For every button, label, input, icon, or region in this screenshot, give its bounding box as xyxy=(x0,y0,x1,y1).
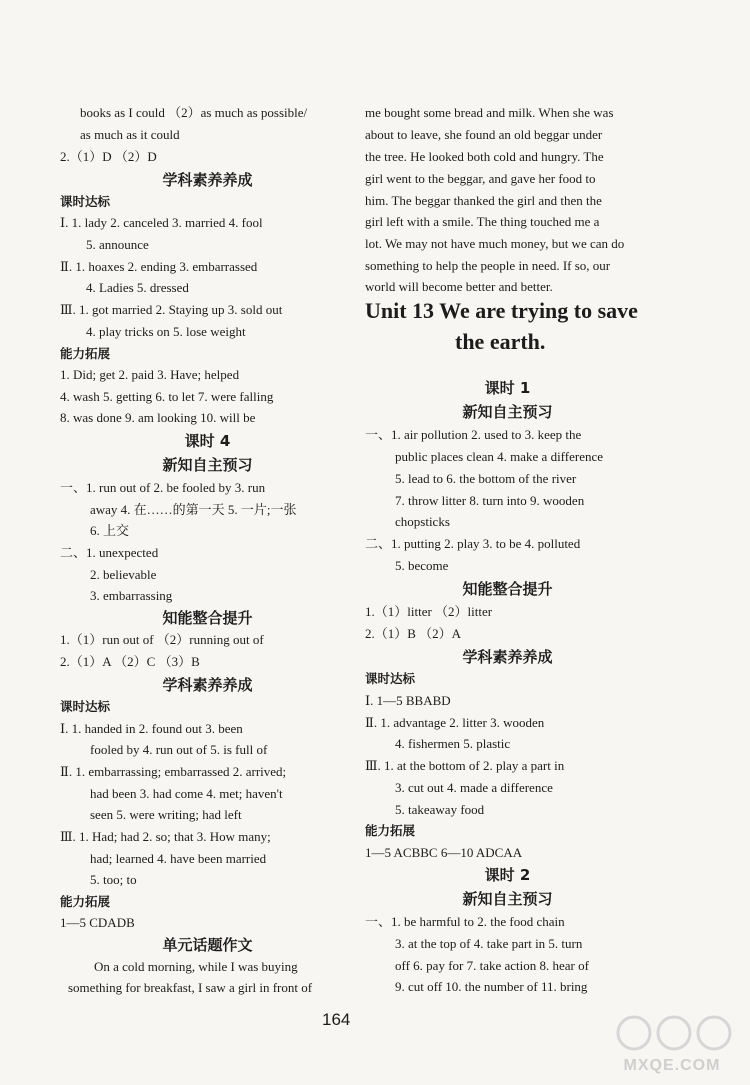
answer-line: 一、1. run out of 2. be fooled by 3. run xyxy=(60,480,266,495)
answer-line: had been 3. had come 4. met; haven't xyxy=(90,786,283,801)
answer-line: Ⅱ. 1. hoaxes 2. ending 3. embarrassed xyxy=(60,259,258,274)
answer-line: 5. become xyxy=(395,558,449,573)
answer-line: 2.（1）A （2）C （3）B xyxy=(60,654,200,669)
section-heading: 学科素养养成 xyxy=(162,676,253,694)
answer-line: public places clean 4. make a difference xyxy=(395,449,604,464)
watermark-text: MXQE.COM xyxy=(623,1057,721,1074)
subsection-label: 能力拓展 xyxy=(60,894,111,909)
answer-line: 1. Did; get 2. paid 3. Have; helped xyxy=(60,367,240,382)
essay-line: lot. We may not have much money, but we can do xyxy=(365,236,625,251)
answer-line: 1—5 ACBBC 6—10 ADCAA xyxy=(365,845,523,860)
essay-line: something for breakfast, I saw a girl in front of xyxy=(68,980,313,995)
essay-line: me bought some bread and milk. When she was xyxy=(365,105,614,120)
section-heading: 学科素养养成 xyxy=(462,648,553,666)
answer-line: 一、1. air pollution 2. used to 3. keep the xyxy=(365,427,582,442)
answer-line: 2.（1）D （2）D xyxy=(60,149,157,164)
answer-line: 1—5 CDADB xyxy=(60,915,135,930)
subsection-label: 能力拓展 xyxy=(365,823,416,838)
answer-line: Ⅱ. 1. embarrassing; embarrassed 2. arrived; xyxy=(60,764,287,779)
answer-line: 4. fishermen 5. plastic xyxy=(395,736,511,751)
answer-line: 5. lead to 6. the bottom of the river xyxy=(395,471,577,486)
section-heading: 新知自主预习 xyxy=(162,456,253,474)
answer-line: 8. was done 9. am looking 10. will be xyxy=(60,410,256,425)
answer-line: Ⅰ. 1. handed in 2. found out 3. been xyxy=(60,721,243,736)
section-heading: 新知自主预习 xyxy=(462,890,553,908)
answer-line: 6. 上交 xyxy=(90,523,130,538)
answer-line: Ⅰ. 1—5 BBABD xyxy=(365,693,451,708)
answer-line: 5. too; to xyxy=(90,872,137,887)
answer-line: 4. wash 5. getting 6. to let 7. were falling xyxy=(60,389,274,404)
essay-line: girl went to the beggar, and gave her food to xyxy=(365,171,596,186)
essay-line: about to leave, she found an old beggar under xyxy=(365,127,603,142)
answer-line: Ⅱ. 1. advantage 2. litter 3. wooden xyxy=(365,715,545,730)
answer-line: 2. believable xyxy=(90,567,157,582)
essay-line: the tree. He looked both cold and hungry. The xyxy=(365,149,604,164)
section-heading: 知能整合提升 xyxy=(162,609,253,627)
essay-line: something to help the people in need. If so, our xyxy=(365,258,611,273)
essay-line: girl left with a smile. The thing touched me a xyxy=(365,214,600,229)
answer-line: 5. takeaway food xyxy=(395,802,485,817)
section-heading: 新知自主预习 xyxy=(462,403,553,421)
answer-line: Ⅰ. 1. lady 2. canceled 3. married 4. fool xyxy=(60,215,263,230)
answer-line: 5. announce xyxy=(86,237,149,252)
answer-line: 二、1. putting 2. play 3. to be 4. polluted xyxy=(365,536,581,551)
subsection-label: 课时达标 xyxy=(60,194,111,209)
answer-line: Ⅲ. 1. at the bottom of 2. play a part in xyxy=(365,758,565,773)
answer-line: books as I could （2）as much as possible/ xyxy=(80,105,308,120)
lesson-heading: 课时 4 xyxy=(184,432,231,450)
section-heading: 学科素养养成 xyxy=(162,171,253,189)
answer-line: 一、1. be harmful to 2. the food chain xyxy=(365,914,565,929)
essay-line: him. The beggar thanked the girl and then the xyxy=(365,193,602,208)
answer-line: 4. play tricks on 5. lose weight xyxy=(86,324,246,339)
answer-line: 3. cut out 4. made a difference xyxy=(395,780,553,795)
subsection-label: 能力拓展 xyxy=(60,346,111,361)
answer-line: 3. at the top of 4. take part in 5. turn xyxy=(395,936,583,951)
answer-line: Ⅲ. 1. Had; had 2. so; that 3. How many; xyxy=(60,829,271,844)
answer-line: 4. Ladies 5. dressed xyxy=(86,280,189,295)
answer-line: Ⅲ. 1. got married 2. Staying up 3. sold out xyxy=(60,302,283,317)
answer-line: 二、1. unexpected xyxy=(60,545,159,560)
lesson-heading: 课时 1 xyxy=(484,379,531,397)
answer-line: as much as it could xyxy=(80,127,180,142)
section-heading: 知能整合提升 xyxy=(462,580,553,598)
answer-line: fooled by 4. run out of 5. is full of xyxy=(90,742,268,757)
answer-line: seen 5. were writing; had left xyxy=(90,807,242,822)
answer-line: 2.（1）B （2）A xyxy=(365,626,462,641)
essay-line: world will become better and better. xyxy=(365,279,553,294)
answer-line: off 6. pay for 7. take action 8. hear of xyxy=(395,958,589,973)
watermark-circle-mark xyxy=(658,1017,690,1049)
page-number: 164 xyxy=(322,1010,351,1029)
watermark-circle-mark xyxy=(698,1017,730,1049)
answer-line: away 4. 在……的第一天 5. 一片;一张 xyxy=(90,502,297,517)
unit-title: Unit 13 We are trying to save xyxy=(365,298,638,323)
watermark-logo xyxy=(602,1007,742,1077)
subsection-label: 课时达标 xyxy=(60,699,111,714)
essay-line: On a cold morning, while I was buying xyxy=(94,959,298,974)
subsection-label: 课时达标 xyxy=(365,671,416,686)
answer-line: chopsticks xyxy=(395,514,450,529)
watermark-circle-mark xyxy=(618,1017,650,1049)
answer-line: 1.（1）run out of （2）running out of xyxy=(60,632,264,647)
answer-line: 3. embarrassing xyxy=(90,588,173,603)
section-heading: 单元话题作文 xyxy=(162,936,253,954)
answer-line: 1.（1）litter （2）litter xyxy=(365,604,493,619)
unit-subtitle: the earth. xyxy=(455,329,546,354)
answer-line: had; learned 4. have been married xyxy=(90,851,267,866)
answer-line: 9. cut off 10. the number of 11. bring xyxy=(395,979,588,994)
answer-line: 7. throw litter 8. turn into 9. wooden xyxy=(395,493,585,508)
lesson-heading: 课时 2 xyxy=(484,866,531,884)
